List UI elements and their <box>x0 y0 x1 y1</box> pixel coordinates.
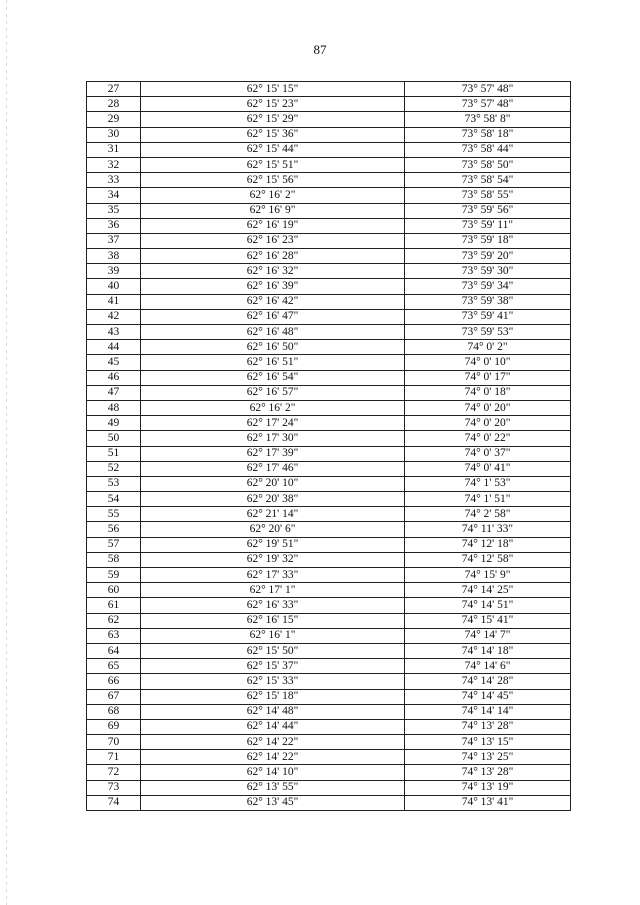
table-row <box>87 249 571 264</box>
longitude-cell: 73° 58' 8" <box>405 112 571 127</box>
longitude-cell: 74° 0' 18" <box>405 385 571 400</box>
longitude-cell: 73° 59' 38" <box>405 294 571 309</box>
longitude-cell: 73° 58' 54" <box>405 173 571 188</box>
table-row <box>87 765 571 780</box>
latitude-cell: 62° 20' 38" <box>141 492 405 507</box>
latitude-cell: 62° 15' 51" <box>141 157 405 172</box>
table-row <box>87 780 571 795</box>
point-number-cell: 53 <box>87 476 141 491</box>
longitude-cell: 74° 0' 17" <box>405 370 571 385</box>
point-number-cell: 29 <box>87 112 141 127</box>
latitude-cell: 62° 19' 32" <box>141 552 405 567</box>
longitude-cell: 74° 12' 58" <box>405 552 571 567</box>
latitude-cell: 62° 16' 57" <box>141 385 405 400</box>
table-row <box>87 173 571 188</box>
table-row <box>87 674 571 689</box>
point-number-cell: 58 <box>87 552 141 567</box>
longitude-cell: 73° 58' 55" <box>405 188 571 203</box>
point-number-cell: 27 <box>87 82 141 97</box>
point-number-cell: 39 <box>87 264 141 279</box>
coordinates-table <box>86 81 571 811</box>
longitude-cell: 73° 59' 53" <box>405 325 571 340</box>
point-number-cell: 30 <box>87 127 141 142</box>
point-number-cell: 55 <box>87 507 141 522</box>
point-number-cell: 52 <box>87 461 141 476</box>
latitude-cell: 62° 17' 1" <box>141 583 405 598</box>
latitude-cell: 62° 16' 48" <box>141 325 405 340</box>
point-number-cell: 50 <box>87 431 141 446</box>
longitude-cell: 73° 58' 44" <box>405 142 571 157</box>
point-number-cell: 54 <box>87 492 141 507</box>
latitude-cell: 62° 15' 56" <box>141 173 405 188</box>
table-row <box>87 735 571 750</box>
table-row <box>87 112 571 127</box>
table-row <box>87 598 571 613</box>
table-row <box>87 82 571 97</box>
latitude-cell: 62° 21' 14" <box>141 507 405 522</box>
table-row <box>87 750 571 765</box>
longitude-cell: 74° 14' 45" <box>405 689 571 704</box>
latitude-cell: 62° 16' 2" <box>141 400 405 415</box>
page-number: 87 <box>313 42 327 57</box>
point-number-cell: 34 <box>87 188 141 203</box>
longitude-cell: 74° 14' 6" <box>405 659 571 674</box>
longitude-cell: 74° 13' 19" <box>405 780 571 795</box>
latitude-cell: 62° 15' 18" <box>141 689 405 704</box>
latitude-cell: 62° 15' 36" <box>141 127 405 142</box>
latitude-cell: 62° 14' 48" <box>141 704 405 719</box>
table-row <box>87 127 571 142</box>
point-number-cell: 72 <box>87 765 141 780</box>
latitude-cell: 62° 16' 39" <box>141 279 405 294</box>
table-row <box>87 461 571 476</box>
longitude-cell: 74° 15' 41" <box>405 613 571 628</box>
latitude-cell: 62° 15' 44" <box>141 142 405 157</box>
latitude-cell: 62° 16' 28" <box>141 249 405 264</box>
longitude-cell: 74° 12' 18" <box>405 537 571 552</box>
point-number-cell: 74 <box>87 795 141 810</box>
latitude-cell: 62° 13' 45" <box>141 795 405 810</box>
latitude-cell: 62° 14' 44" <box>141 719 405 734</box>
table-row <box>87 507 571 522</box>
table-row <box>87 400 571 415</box>
latitude-cell: 62° 16' 23" <box>141 233 405 248</box>
table-row <box>87 628 571 643</box>
point-number-cell: 37 <box>87 233 141 248</box>
scan-margin-line <box>6 0 7 905</box>
table-row <box>87 643 571 658</box>
point-number-cell: 45 <box>87 355 141 370</box>
latitude-cell: 62° 15' 15" <box>141 82 405 97</box>
latitude-cell: 62° 13' 55" <box>141 780 405 795</box>
table-row <box>87 279 571 294</box>
table-row <box>87 416 571 431</box>
point-number-cell: 51 <box>87 446 141 461</box>
longitude-cell: 74° 14' 14" <box>405 704 571 719</box>
point-number-cell: 47 <box>87 385 141 400</box>
latitude-cell: 62° 16' 42" <box>141 294 405 309</box>
latitude-cell: 62° 16' 51" <box>141 355 405 370</box>
latitude-cell: 62° 19' 51" <box>141 537 405 552</box>
latitude-cell: 62° 15' 23" <box>141 97 405 112</box>
latitude-cell: 62° 14' 22" <box>141 750 405 765</box>
point-number-cell: 61 <box>87 598 141 613</box>
point-number-cell: 46 <box>87 370 141 385</box>
longitude-cell: 73° 59' 11" <box>405 218 571 233</box>
coordinates-table-body <box>87 82 571 811</box>
point-number-cell: 48 <box>87 400 141 415</box>
table-row <box>87 568 571 583</box>
longitude-cell: 74° 0' 22" <box>405 431 571 446</box>
longitude-cell: 74° 15' 9" <box>405 568 571 583</box>
latitude-cell: 62° 15' 33" <box>141 674 405 689</box>
table-row <box>87 613 571 628</box>
longitude-cell: 73° 59' 30" <box>405 264 571 279</box>
longitude-cell: 73° 59' 20" <box>405 249 571 264</box>
table-row <box>87 431 571 446</box>
point-number-cell: 44 <box>87 340 141 355</box>
point-number-cell: 32 <box>87 157 141 172</box>
longitude-cell: 74° 14' 25" <box>405 583 571 598</box>
table-row <box>87 264 571 279</box>
table-row <box>87 309 571 324</box>
latitude-cell: 62° 16' 32" <box>141 264 405 279</box>
point-number-cell: 73 <box>87 780 141 795</box>
table-row <box>87 583 571 598</box>
latitude-cell: 62° 16' 33" <box>141 598 405 613</box>
latitude-cell: 62° 20' 6" <box>141 522 405 537</box>
latitude-cell: 62° 16' 2" <box>141 188 405 203</box>
longitude-cell: 74° 13' 15" <box>405 735 571 750</box>
table-row <box>87 704 571 719</box>
point-number-cell: 60 <box>87 583 141 598</box>
point-number-cell: 41 <box>87 294 141 309</box>
table-row <box>87 370 571 385</box>
latitude-cell: 62° 17' 46" <box>141 461 405 476</box>
table-row <box>87 719 571 734</box>
longitude-cell: 74° 0' 2" <box>405 340 571 355</box>
latitude-cell: 62° 20' 10" <box>141 476 405 491</box>
table-row <box>87 97 571 112</box>
point-number-cell: 62 <box>87 613 141 628</box>
longitude-cell: 74° 14' 18" <box>405 643 571 658</box>
longitude-cell: 74° 14' 28" <box>405 674 571 689</box>
point-number-cell: 59 <box>87 568 141 583</box>
point-number-cell: 69 <box>87 719 141 734</box>
latitude-cell: 62° 17' 39" <box>141 446 405 461</box>
longitude-cell: 73° 59' 34" <box>405 279 571 294</box>
point-number-cell: 28 <box>87 97 141 112</box>
point-number-cell: 65 <box>87 659 141 674</box>
longitude-cell: 73° 58' 50" <box>405 157 571 172</box>
point-number-cell: 31 <box>87 142 141 157</box>
longitude-cell: 74° 1' 53" <box>405 476 571 491</box>
longitude-cell: 74° 2' 58" <box>405 507 571 522</box>
latitude-cell: 62° 16' 54" <box>141 370 405 385</box>
point-number-cell: 64 <box>87 643 141 658</box>
latitude-cell: 62° 16' 15" <box>141 613 405 628</box>
latitude-cell: 62° 14' 22" <box>141 735 405 750</box>
longitude-cell: 74° 0' 41" <box>405 461 571 476</box>
latitude-cell: 62° 17' 33" <box>141 568 405 583</box>
point-number-cell: 66 <box>87 674 141 689</box>
latitude-cell: 62° 16' 47" <box>141 309 405 324</box>
longitude-cell: 74° 0' 20" <box>405 400 571 415</box>
latitude-cell: 62° 15' 29" <box>141 112 405 127</box>
table-row <box>87 355 571 370</box>
longitude-cell: 74° 14' 7" <box>405 628 571 643</box>
latitude-cell: 62° 16' 19" <box>141 218 405 233</box>
table-row <box>87 340 571 355</box>
longitude-cell: 74° 13' 41" <box>405 795 571 810</box>
longitude-cell: 74° 1' 51" <box>405 492 571 507</box>
table-row <box>87 385 571 400</box>
point-number-cell: 56 <box>87 522 141 537</box>
table-row <box>87 218 571 233</box>
longitude-cell: 74° 14' 51" <box>405 598 571 613</box>
table-row <box>87 689 571 704</box>
table-row <box>87 233 571 248</box>
latitude-cell: 62° 15' 37" <box>141 659 405 674</box>
table-row <box>87 552 571 567</box>
table-row <box>87 476 571 491</box>
longitude-cell: 74° 13' 25" <box>405 750 571 765</box>
table-row <box>87 325 571 340</box>
longitude-cell: 73° 59' 41" <box>405 309 571 324</box>
longitude-cell: 74° 11' 33" <box>405 522 571 537</box>
table-row <box>87 446 571 461</box>
point-number-cell: 67 <box>87 689 141 704</box>
table-row <box>87 157 571 172</box>
point-number-cell: 40 <box>87 279 141 294</box>
point-number-cell: 42 <box>87 309 141 324</box>
table-row <box>87 537 571 552</box>
latitude-cell: 62° 17' 30" <box>141 431 405 446</box>
point-number-cell: 33 <box>87 173 141 188</box>
latitude-cell: 62° 16' 1" <box>141 628 405 643</box>
table-row <box>87 492 571 507</box>
longitude-cell: 73° 57' 48" <box>405 82 571 97</box>
longitude-cell: 74° 13' 28" <box>405 765 571 780</box>
longitude-cell: 73° 57' 48" <box>405 97 571 112</box>
point-number-cell: 68 <box>87 704 141 719</box>
point-number-cell: 43 <box>87 325 141 340</box>
latitude-cell: 62° 14' 10" <box>141 765 405 780</box>
point-number-cell: 71 <box>87 750 141 765</box>
latitude-cell: 62° 16' 50" <box>141 340 405 355</box>
point-number-cell: 63 <box>87 628 141 643</box>
point-number-cell: 49 <box>87 416 141 431</box>
table-row <box>87 522 571 537</box>
table-row <box>87 795 571 810</box>
latitude-cell: 62° 17' 24" <box>141 416 405 431</box>
longitude-cell: 74° 0' 20" <box>405 416 571 431</box>
table-row <box>87 203 571 218</box>
point-number-cell: 38 <box>87 249 141 264</box>
longitude-cell: 73° 59' 18" <box>405 233 571 248</box>
point-number-cell: 70 <box>87 735 141 750</box>
table-row <box>87 294 571 309</box>
longitude-cell: 74° 0' 10" <box>405 355 571 370</box>
point-number-cell: 35 <box>87 203 141 218</box>
point-number-cell: 57 <box>87 537 141 552</box>
longitude-cell: 73° 58' 18" <box>405 127 571 142</box>
point-number-cell: 36 <box>87 218 141 233</box>
latitude-cell: 62° 16' 9" <box>141 203 405 218</box>
table-row <box>87 188 571 203</box>
table-row <box>87 659 571 674</box>
longitude-cell: 74° 0' 37" <box>405 446 571 461</box>
latitude-cell: 62° 15' 50" <box>141 643 405 658</box>
table-row <box>87 142 571 157</box>
longitude-cell: 74° 13' 28" <box>405 719 571 734</box>
longitude-cell: 73° 59' 56" <box>405 203 571 218</box>
